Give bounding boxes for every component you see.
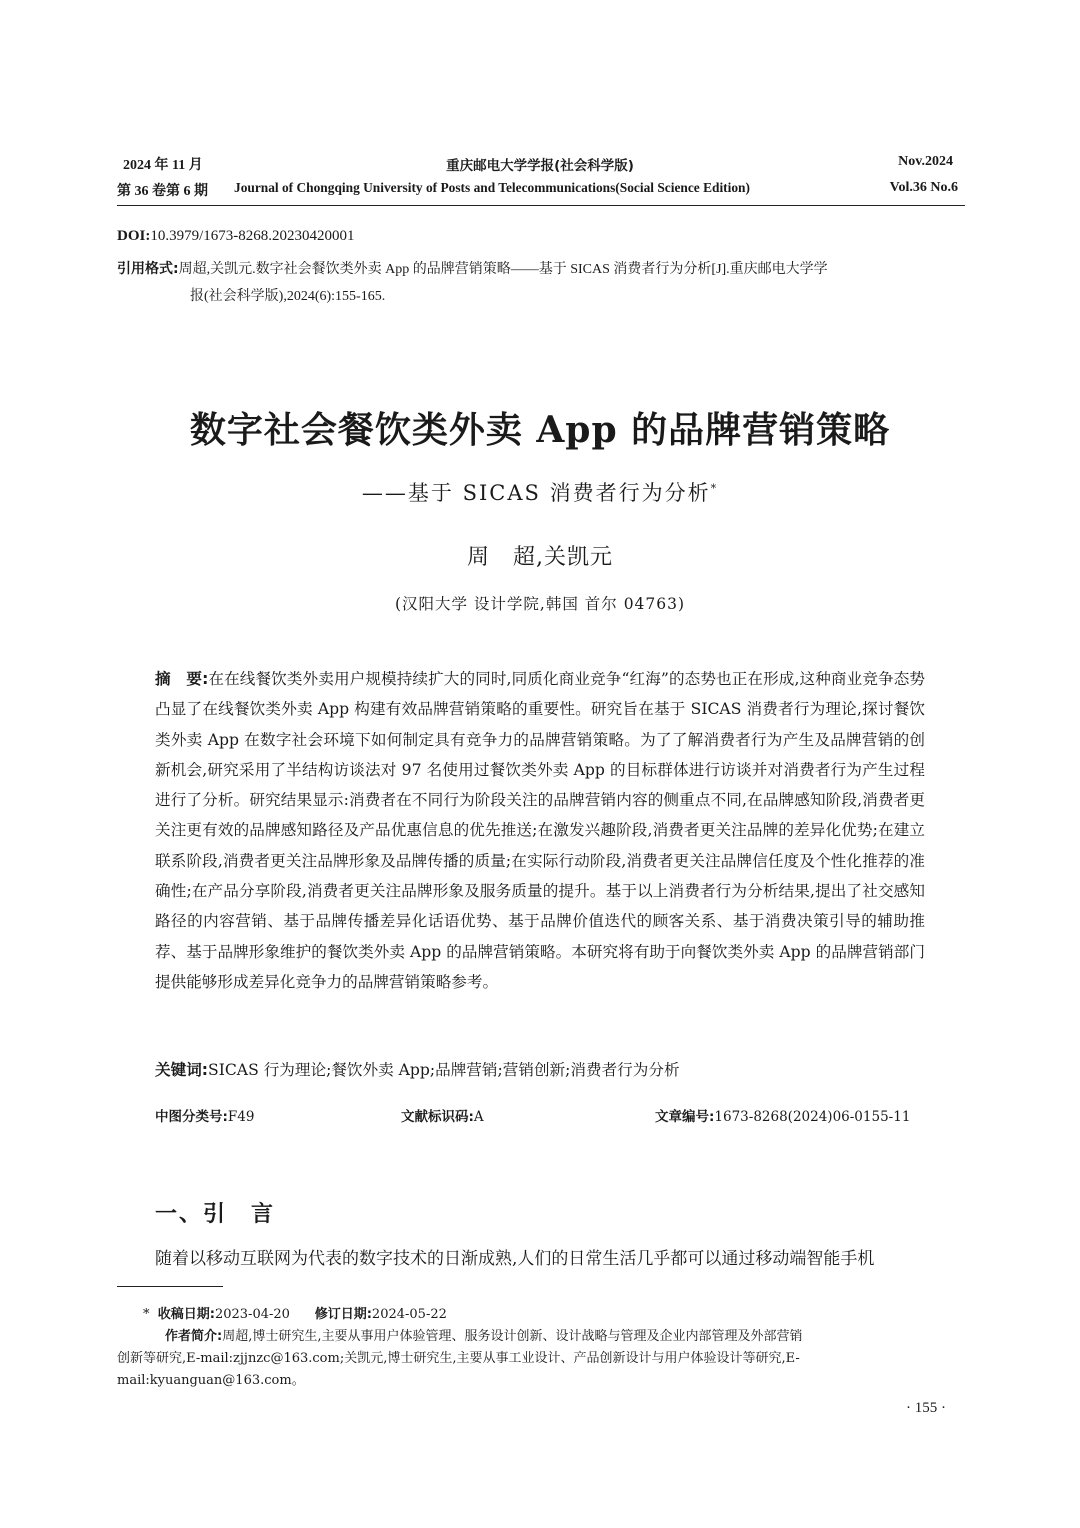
author-bio-label: 作者简介: <box>165 1329 223 1344</box>
header-journal-en: Journal of Chongqing University of Posts and Telecommunications(Social Science Edition) <box>234 180 750 195</box>
paper-title: 数字社会餐饮类外卖 App 的品牌营销策略 <box>189 409 891 451</box>
document-code-value: A <box>473 1109 484 1125</box>
abstract <box>155 664 925 997</box>
abstract-label: 摘 要: <box>155 670 209 688</box>
article-number <box>655 1105 910 1125</box>
paper-authors: 周 超,关凯元 <box>467 545 613 570</box>
citation-label: 引用格式: <box>117 261 179 277</box>
header-date-cn: 2024 年 11 月 <box>123 158 203 173</box>
header-volume-en: Vol.36 No.6 <box>889 180 958 195</box>
paper-subtitle: ——基于 SICAS 消费者行为分析 <box>361 481 711 505</box>
received-label: 收稿日期: <box>157 1307 215 1322</box>
footnote-dates <box>143 1304 447 1326</box>
header-journal-cn: 重庆邮电大学学报(社会科学版) <box>446 158 634 174</box>
clc-number <box>155 1105 254 1125</box>
citation-line-2: 报(社会科学版),2024(6):155-165. <box>190 289 386 304</box>
revised-label: 修订日期: <box>314 1307 372 1322</box>
author-bio-line-2: 创新等研究,E-mail:zjjnzc@163.com;关凯元,博士研究生,主要从事工业设计、产品创新设计与用户体验设计等研究,E- <box>117 1351 800 1366</box>
document-code-label: 文献标识码: <box>401 1109 474 1125</box>
footnote-rule <box>117 1286 223 1287</box>
citation-line-1 <box>117 258 828 278</box>
section-heading: 一、引 言 <box>155 1202 276 1227</box>
doi-line <box>117 228 355 245</box>
doi-value: 10.3979/1673-8268.20230420001 <box>150 228 355 244</box>
clc-value: F49 <box>227 1109 255 1125</box>
keywords-label: 关键词: <box>155 1061 209 1079</box>
author-bio-line-1: 周超,博士研究生,主要从事用户体验管理、服务设计创新、设计战略与管理及企业内部管理及外部营销 <box>222 1329 803 1344</box>
header-rule <box>117 205 965 206</box>
subtitle-footnote-mark: * <box>710 482 719 495</box>
revised-value: 2024-05-22 <box>371 1307 447 1322</box>
page-number: · 155 · <box>906 1400 946 1416</box>
body-paragraph: 随着以移动互联网为代表的数字技术的日渐成熟,人们的日常生活几乎都可以通过移动端智能手机 <box>155 1249 875 1269</box>
footnote-star: * <box>143 1307 150 1322</box>
received-value: 2023-04-20 <box>214 1307 290 1322</box>
citation-text-1: 周超,关凯元.数字社会餐饮类外卖 App 的品牌营销策略——基于 SICAS 消费者行为分析[J].重庆邮电大学学 <box>178 262 828 277</box>
author-bio-line-3: mail:kyuanguan@163.com。 <box>117 1373 305 1388</box>
keywords <box>155 1058 925 1080</box>
document-code <box>401 1105 484 1125</box>
doi-label: DOI: <box>117 228 151 244</box>
abstract-text: 在在线餐饮类外卖用户规模持续扩大的同时,同质化商业竞争“红海”的态势也正在形成,这种商业竞争态势凸显了在线餐饮类外卖 App 构建有效品牌营销策略的重要性。研究旨在基于 SICAS 消费者行为理论,探讨餐饮类外卖 App 在数字社会环境下如何制定具有竞争力的品牌营销策略。为了了解消费者行为产生及品牌营销的创新机会,研究采用了半结构访谈法对 97 名使用过餐饮类外卖 App 的目标群体进行访谈并对消费者行为产生过程进行了分析。研究结果显示:消费者在不同行为阶段关注的品牌营销内容的侧重点不同,在品牌感知阶段,消费者更关注更有效的品牌感知路径及产品优惠信息的优先推送;在激发兴趣阶段,消费者更关注品牌的差异化优势;在建立联系阶段,消费者更关注品牌形象及品牌传播的质量;在实际行动阶段,消费者更关注品牌信任度及个性化推荐的准确性;在产品分享阶段,消费者更关注品牌形象及服务质量的提升。基于以上消费者行为分析结果,提出了社交感知路径的内容营销、基于品牌传播差异化话语优势、基于品牌价值迭代的顾客关系、基于消费决策引导的辅助推荐、基于品牌形象维护的餐饮类外卖 App 的品牌营销策略。本研究将有助于向餐饮类外卖 App 的品牌营销部门提供能够形成差异化竞争力的品牌营销策略参考。 <box>155 670 925 991</box>
paper-subtitle-wrap <box>0 477 1080 507</box>
article-number-value: 1673-8268(2024)06-0155-11 <box>714 1109 911 1125</box>
header-volume-cn: 第 36 卷第 6 期 <box>117 184 208 199</box>
keywords-text: SICAS 行为理论;餐饮外卖 App;品牌营销;营销创新;消费者行为分析 <box>208 1061 680 1079</box>
header-date-en: Nov.2024 <box>898 154 953 169</box>
paper-affiliation: (汉阳大学 设计学院,韩国 首尔 04763) <box>394 595 686 613</box>
clc-label: 中图分类号: <box>155 1109 228 1125</box>
article-number-label: 文章编号: <box>655 1109 715 1125</box>
footnote-author-1 <box>165 1326 802 1348</box>
